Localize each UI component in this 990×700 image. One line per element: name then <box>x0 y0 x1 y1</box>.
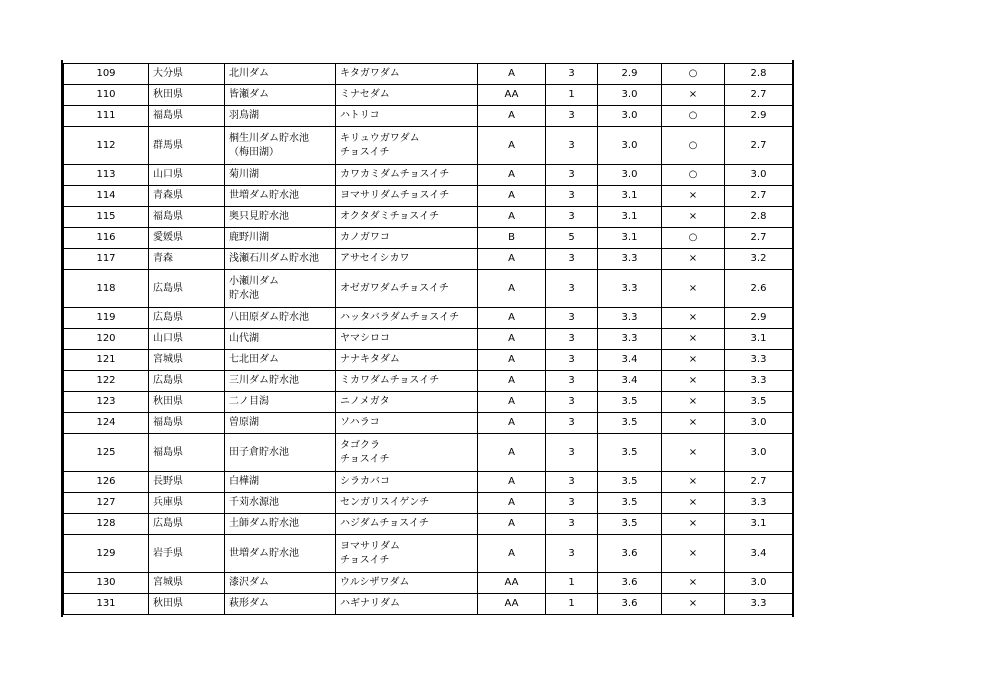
value-cell: 3.6 <box>598 573 662 594</box>
level-cell: 3 <box>546 472 598 493</box>
level-cell: 3 <box>546 308 598 329</box>
value2-cell: 3.0 <box>725 573 793 594</box>
lake-name-cell <box>225 535 336 573</box>
level-cell: 3 <box>546 106 598 127</box>
status-mark-cell: × <box>662 594 725 615</box>
value2-cell: 2.7 <box>725 127 793 165</box>
value2-cell: 3.4 <box>725 535 793 573</box>
lake-kana-cell-line: カノガワコ <box>340 232 390 243</box>
lake-kana-cell-line: ナナキタダム <box>340 354 400 365</box>
level-cell: 5 <box>546 228 598 249</box>
lake-kana-cell <box>336 165 478 186</box>
class-cell: AA <box>478 573 546 594</box>
table-row <box>64 270 793 308</box>
prefecture-cell: 福島県 <box>149 207 225 228</box>
lake-name-cell-line: 土師ダム貯水池 <box>229 518 299 529</box>
level-cell: 3 <box>546 249 598 270</box>
row-number: 125 <box>64 434 149 472</box>
value2-cell: 2.6 <box>725 270 793 308</box>
lake-name-cell <box>225 228 336 249</box>
status-mark-cell: ○ <box>662 64 725 85</box>
lake-kana-cell-line: ヨマサリダムチョスイチ <box>340 190 450 201</box>
lake-kana-cell <box>336 594 478 615</box>
level-cell: 3 <box>546 350 598 371</box>
table-row <box>64 329 793 350</box>
lake-name-cell <box>225 207 336 228</box>
lake-name-cell <box>225 85 336 106</box>
lake-kana-cell <box>336 514 478 535</box>
value-cell: 3.5 <box>598 434 662 472</box>
lake-kana-cell-line: シラカバコ <box>340 476 390 487</box>
table-row <box>64 350 793 371</box>
prefecture-cell: 秋田県 <box>149 594 225 615</box>
status-mark-cell: × <box>662 472 725 493</box>
row-number: 127 <box>64 493 149 514</box>
class-cell: A <box>478 493 546 514</box>
value-cell: 3.1 <box>598 228 662 249</box>
table-row <box>64 165 793 186</box>
lake-kana-cell-line: アサセイシカワ <box>340 253 410 264</box>
class-cell: A <box>478 249 546 270</box>
status-mark-cell: ○ <box>662 106 725 127</box>
class-cell: A <box>478 64 546 85</box>
lake-kana-cell <box>336 308 478 329</box>
value-cell: 2.9 <box>598 64 662 85</box>
level-cell: 3 <box>546 371 598 392</box>
prefecture-cell: 兵庫県 <box>149 493 225 514</box>
table-row <box>64 371 793 392</box>
class-cell: A <box>478 186 546 207</box>
lake-kana-cell-line: ハッタバラダムチョスイチ <box>340 312 460 323</box>
table-row <box>64 535 793 573</box>
level-cell: 3 <box>546 434 598 472</box>
prefecture-cell: 群馬県 <box>149 127 225 165</box>
prefecture-cell: 愛媛県 <box>149 228 225 249</box>
value2-cell: 3.0 <box>725 413 793 434</box>
lake-kana-cell-line: ヨマサリダム <box>340 540 400 552</box>
row-number: 124 <box>64 413 149 434</box>
lake-kana-cell-line: ニノメガタ <box>340 396 390 407</box>
status-mark-cell: × <box>662 249 725 270</box>
lake-name-cell-line: 二ノ目潟 <box>229 396 269 407</box>
lake-name-cell <box>225 127 336 165</box>
lake-name-cell-line: 七北田ダム <box>229 354 279 365</box>
lake-kana-cell-line: オクタダミチョスイチ <box>340 211 440 222</box>
lake-name-cell <box>225 249 336 270</box>
prefecture-cell: 秋田県 <box>149 392 225 413</box>
value-cell: 3.3 <box>598 329 662 350</box>
prefecture-cell: 大分県 <box>149 64 225 85</box>
row-number: 118 <box>64 270 149 308</box>
prefecture-cell: 秋田県 <box>149 85 225 106</box>
class-cell: A <box>478 207 546 228</box>
level-cell: 3 <box>546 127 598 165</box>
lake-kana-cell-line: センガリスイゲンチ <box>340 497 430 508</box>
value-cell: 3.0 <box>598 127 662 165</box>
row-number: 115 <box>64 207 149 228</box>
lake-kana-cell <box>336 270 478 308</box>
lake-name-cell-line: 菊川湖 <box>229 169 259 180</box>
lake-name-cell-line: 小瀬川ダム <box>229 275 279 287</box>
lake-name-cell-line: 鹿野川湖 <box>229 232 269 243</box>
prefecture-cell: 福島県 <box>149 434 225 472</box>
status-mark-cell: × <box>662 514 725 535</box>
value-cell: 3.1 <box>598 207 662 228</box>
level-cell: 3 <box>546 392 598 413</box>
table-row <box>64 594 793 615</box>
lake-kana-cell-line: ソハラコ <box>340 417 380 428</box>
lake-name-cell <box>225 186 336 207</box>
lake-name-cell-line: 萩形ダム <box>229 598 269 609</box>
status-mark-cell: × <box>662 329 725 350</box>
level-cell: 1 <box>546 85 598 106</box>
class-cell: A <box>478 127 546 165</box>
lake-kana-cell <box>336 413 478 434</box>
status-mark-cell: × <box>662 270 725 308</box>
value2-cell: 2.7 <box>725 228 793 249</box>
value-cell: 3.5 <box>598 514 662 535</box>
row-number: 131 <box>64 594 149 615</box>
prefecture-cell: 山口県 <box>149 165 225 186</box>
status-mark-cell: × <box>662 573 725 594</box>
lake-kana-cell <box>336 228 478 249</box>
lake-name-cell <box>225 165 336 186</box>
class-cell: AA <box>478 594 546 615</box>
row-number: 123 <box>64 392 149 413</box>
prefecture-cell: 青森県 <box>149 186 225 207</box>
lake-kana-cell <box>336 249 478 270</box>
row-number: 120 <box>64 329 149 350</box>
row-number: 119 <box>64 308 149 329</box>
level-cell: 3 <box>546 413 598 434</box>
status-mark-cell: × <box>662 535 725 573</box>
value2-cell: 3.3 <box>725 493 793 514</box>
prefecture-cell: 広島県 <box>149 514 225 535</box>
status-mark-cell: × <box>662 371 725 392</box>
status-mark-cell: × <box>662 434 725 472</box>
row-number: 121 <box>64 350 149 371</box>
prefecture-cell: 福島県 <box>149 413 225 434</box>
table-row <box>64 493 793 514</box>
class-cell: A <box>478 413 546 434</box>
value2-cell: 2.9 <box>725 308 793 329</box>
lake-name-cell <box>225 308 336 329</box>
class-cell: A <box>478 106 546 127</box>
lake-kana-cell <box>336 85 478 106</box>
value2-cell: 3.3 <box>725 350 793 371</box>
value2-cell: 2.8 <box>725 207 793 228</box>
status-mark-cell: ○ <box>662 165 725 186</box>
row-number: 126 <box>64 472 149 493</box>
level-cell: 3 <box>546 165 598 186</box>
level-cell: 3 <box>546 514 598 535</box>
lake-name-cell-line: 八田原ダム貯水池 <box>229 312 309 323</box>
lake-name-cell-line: 北川ダム <box>229 68 269 79</box>
lake-name-cell-line: 山代湖 <box>229 333 259 344</box>
row-number: 111 <box>64 106 149 127</box>
lake-kana-cell <box>336 64 478 85</box>
value-cell: 3.0 <box>598 85 662 106</box>
value-cell: 3.3 <box>598 270 662 308</box>
lake-kana-cell-line: ハジダムチョスイチ <box>340 518 429 529</box>
lake-kana-cell <box>336 392 478 413</box>
row-number: 129 <box>64 535 149 573</box>
lake-name-cell-line: 世増ダム貯水池 <box>229 547 299 559</box>
class-cell: A <box>478 329 546 350</box>
lake-name-cell <box>225 434 336 472</box>
lake-name-cell-line: 奥只見貯水池 <box>229 211 289 222</box>
lake-name-cell <box>225 106 336 127</box>
class-cell: A <box>478 371 546 392</box>
row-number: 110 <box>64 85 149 106</box>
prefecture-cell: 広島県 <box>149 308 225 329</box>
table-row <box>64 308 793 329</box>
class-cell: A <box>478 350 546 371</box>
table-row <box>64 249 793 270</box>
prefecture-cell: 広島県 <box>149 371 225 392</box>
value-cell: 3.3 <box>598 308 662 329</box>
lake-name-cell <box>225 350 336 371</box>
lake-kana-cell <box>336 434 478 472</box>
value2-cell: 2.9 <box>725 106 793 127</box>
lake-kana-cell-line: チョスイチ <box>340 146 390 158</box>
lake-kana-cell-line: オゼガワダムチョスイチ <box>340 282 449 294</box>
value2-cell: 3.1 <box>725 329 793 350</box>
value2-cell: 2.8 <box>725 64 793 85</box>
lake-kana-cell <box>336 207 478 228</box>
value-cell: 3.6 <box>598 535 662 573</box>
class-cell: A <box>478 514 546 535</box>
value-cell: 3.4 <box>598 350 662 371</box>
lake-name-cell <box>225 270 336 308</box>
lake-name-cell <box>225 371 336 392</box>
prefecture-cell: 岩手県 <box>149 535 225 573</box>
prefecture-cell: 宮城県 <box>149 573 225 594</box>
level-cell: 3 <box>546 329 598 350</box>
status-mark-cell: ○ <box>662 228 725 249</box>
lake-name-cell <box>225 64 336 85</box>
lake-name-cell-line: 白樺湖 <box>229 476 259 487</box>
row-number: 122 <box>64 371 149 392</box>
table-row <box>64 413 793 434</box>
lake-name-cell-line: 浅瀬石川ダム貯水池 <box>229 253 319 264</box>
lake-kana-cell-line: チョスイチ <box>340 453 390 465</box>
value-cell: 3.0 <box>598 106 662 127</box>
prefecture-cell: 山口県 <box>149 329 225 350</box>
class-cell: A <box>478 434 546 472</box>
prefecture-cell: 青森 <box>149 249 225 270</box>
status-mark-cell: × <box>662 493 725 514</box>
table-row <box>64 127 793 165</box>
lake-kana-cell-line: キタガワダム <box>340 68 400 79</box>
value-cell: 3.5 <box>598 472 662 493</box>
value2-cell: 3.5 <box>725 392 793 413</box>
row-number: 117 <box>64 249 149 270</box>
level-cell: 3 <box>546 64 598 85</box>
lake-name-cell-line: 羽鳥湖 <box>229 110 259 121</box>
lake-kana-cell-line: ヤマシロコ <box>340 333 390 344</box>
level-cell: 1 <box>546 594 598 615</box>
lake-kana-cell <box>336 472 478 493</box>
value2-cell: 2.7 <box>725 472 793 493</box>
lake-name-cell <box>225 392 336 413</box>
lake-name-cell <box>225 329 336 350</box>
class-cell: A <box>478 472 546 493</box>
row-number: 128 <box>64 514 149 535</box>
lake-kana-cell <box>336 350 478 371</box>
table-row <box>64 106 793 127</box>
lake-name-cell-line: （梅田湖） <box>229 146 279 158</box>
level-cell: 3 <box>546 186 598 207</box>
row-number: 109 <box>64 64 149 85</box>
status-mark-cell: × <box>662 186 725 207</box>
lake-name-cell <box>225 472 336 493</box>
lake-name-cell <box>225 514 336 535</box>
table-row <box>64 434 793 472</box>
lake-kana-cell-line: カワカミダムチョスイチ <box>340 169 450 180</box>
value2-cell: 3.3 <box>725 371 793 392</box>
level-cell: 3 <box>546 493 598 514</box>
class-cell: A <box>478 392 546 413</box>
lake-name-cell <box>225 594 336 615</box>
class-cell: A <box>478 165 546 186</box>
class-cell: A <box>478 308 546 329</box>
lake-kana-cell <box>336 106 478 127</box>
level-cell: 3 <box>546 207 598 228</box>
lake-kana-cell-line: ミカワダムチョスイチ <box>340 375 440 386</box>
status-mark-cell: × <box>662 413 725 434</box>
class-cell: B <box>478 228 546 249</box>
class-cell: A <box>478 270 546 308</box>
value2-cell: 3.1 <box>725 514 793 535</box>
lake-kana-cell <box>336 573 478 594</box>
lake-name-cell-line: 曽原湖 <box>229 417 259 428</box>
value2-cell: 3.0 <box>725 165 793 186</box>
status-mark-cell: × <box>662 85 725 106</box>
class-cell: A <box>478 535 546 573</box>
lake-name-cell-line: 千苅水源池 <box>229 497 279 508</box>
value-cell: 3.6 <box>598 594 662 615</box>
lake-kana-cell <box>336 127 478 165</box>
table-row <box>64 186 793 207</box>
row-number: 116 <box>64 228 149 249</box>
lake-kana-cell <box>336 493 478 514</box>
value-cell: 3.5 <box>598 493 662 514</box>
table-row <box>64 228 793 249</box>
value-cell: 3.5 <box>598 392 662 413</box>
value2-cell: 3.3 <box>725 594 793 615</box>
value2-cell: 3.2 <box>725 249 793 270</box>
status-mark-cell: ○ <box>662 127 725 165</box>
lake-kana-cell <box>336 535 478 573</box>
row-number: 130 <box>64 573 149 594</box>
lake-kana-cell <box>336 186 478 207</box>
status-mark-cell: × <box>662 350 725 371</box>
value-cell: 3.1 <box>598 186 662 207</box>
lake-name-cell-line: 三川ダム貯水池 <box>229 375 299 386</box>
value2-cell: 2.7 <box>725 186 793 207</box>
lake-kana-cell-line: ミナセダム <box>340 89 390 100</box>
row-number: 113 <box>64 165 149 186</box>
value-cell: 3.3 <box>598 249 662 270</box>
status-mark-cell: × <box>662 392 725 413</box>
lake-kana-cell <box>336 329 478 350</box>
row-number: 114 <box>64 186 149 207</box>
dam-water-quality-table <box>63 63 793 615</box>
prefecture-cell: 福島県 <box>149 106 225 127</box>
lake-name-cell-line: 桐生川ダム貯水池 <box>229 132 309 144</box>
table-row <box>64 573 793 594</box>
lake-name-cell-line: 世増ダム貯水池 <box>229 190 299 201</box>
value2-cell: 3.0 <box>725 434 793 472</box>
lake-kana-cell-line: ハギナリダム <box>340 598 400 609</box>
value-cell: 3.4 <box>598 371 662 392</box>
row-number: 112 <box>64 127 149 165</box>
table-row <box>64 207 793 228</box>
level-cell: 1 <box>546 573 598 594</box>
lake-kana-cell-line: タゴクラ <box>340 439 380 451</box>
table-row <box>64 85 793 106</box>
level-cell: 3 <box>546 535 598 573</box>
lake-name-cell <box>225 573 336 594</box>
lake-name-cell-line: 田子倉貯水池 <box>229 446 289 458</box>
lake-name-cell-line: 貯水池 <box>229 289 259 301</box>
lake-kana-cell-line: ハトリコ <box>340 110 380 121</box>
table-row <box>64 64 793 85</box>
lake-name-cell-line: 皆瀬ダム <box>229 89 269 100</box>
lake-name-cell-line: 漆沢ダム <box>229 577 269 588</box>
value-cell: 3.0 <box>598 165 662 186</box>
lake-name-cell <box>225 493 336 514</box>
table-row <box>64 514 793 535</box>
status-mark-cell: × <box>662 207 725 228</box>
lake-name-cell <box>225 413 336 434</box>
value-cell: 3.5 <box>598 413 662 434</box>
table-row <box>64 472 793 493</box>
table-row <box>64 392 793 413</box>
lake-kana-cell-line: ウルシザワダム <box>340 577 410 588</box>
class-cell: AA <box>478 85 546 106</box>
prefecture-cell: 広島県 <box>149 270 225 308</box>
lake-kana-cell-line: キリュウガワダム <box>340 132 420 144</box>
prefecture-cell: 長野県 <box>149 472 225 493</box>
lake-kana-cell <box>336 371 478 392</box>
prefecture-cell: 宮城県 <box>149 350 225 371</box>
status-mark-cell: × <box>662 308 725 329</box>
lake-kana-cell-line: チョスイチ <box>340 554 390 566</box>
level-cell: 3 <box>546 270 598 308</box>
value2-cell: 2.7 <box>725 85 793 106</box>
